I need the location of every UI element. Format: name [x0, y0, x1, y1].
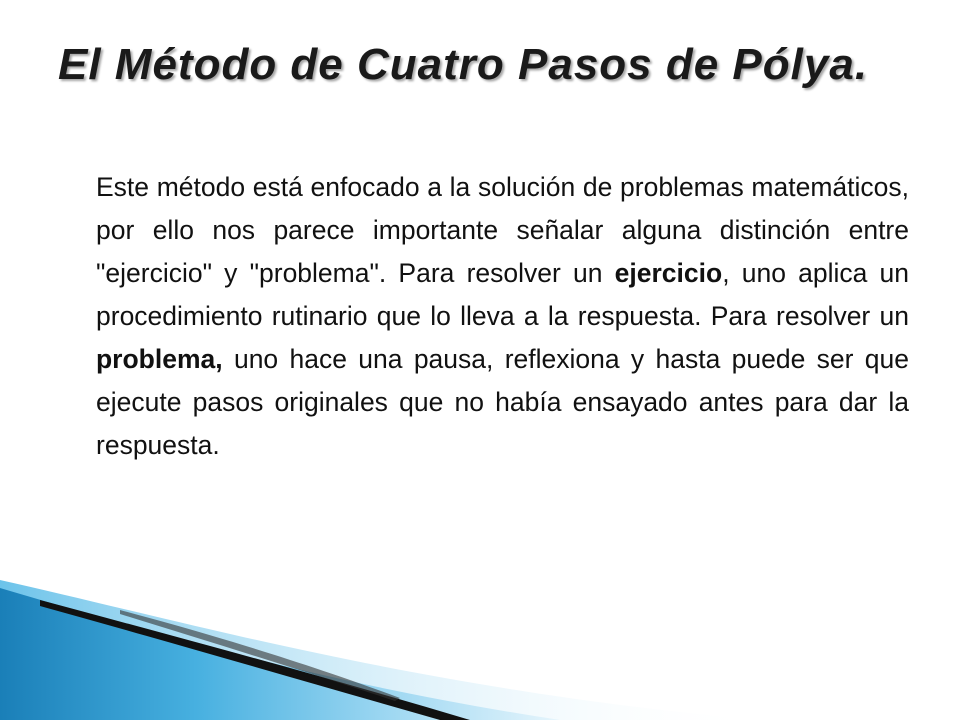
- paragraph-segment-3: uno hace una pausa, reflexiona y hasta puede ser que ejecute pasos originales que no había ensayado antes para dar la respuesta.: [96, 344, 909, 460]
- paragraph-segment-1: Este método está enfocado a la solución de problemas matemáticos, por ello nos parece importante señalar alguna distinción entre "ejercicio" y "problema". Para resolver un: [96, 172, 909, 288]
- slide-title: El Método de Cuatro Pasos de Pólya.: [58, 40, 869, 89]
- paragraph-segment-2: , uno aplica un procedimiento rutinario que lo lleva a la respuesta. Para resolver un: [96, 258, 909, 331]
- paragraph-text: [96, 166, 909, 467]
- bold-term-ejercicio: ejercicio: [614, 258, 723, 288]
- bottom-wave-decoration: [0, 580, 960, 720]
- body-paragraph: [96, 166, 909, 467]
- bold-term-problema: problema,: [96, 344, 223, 374]
